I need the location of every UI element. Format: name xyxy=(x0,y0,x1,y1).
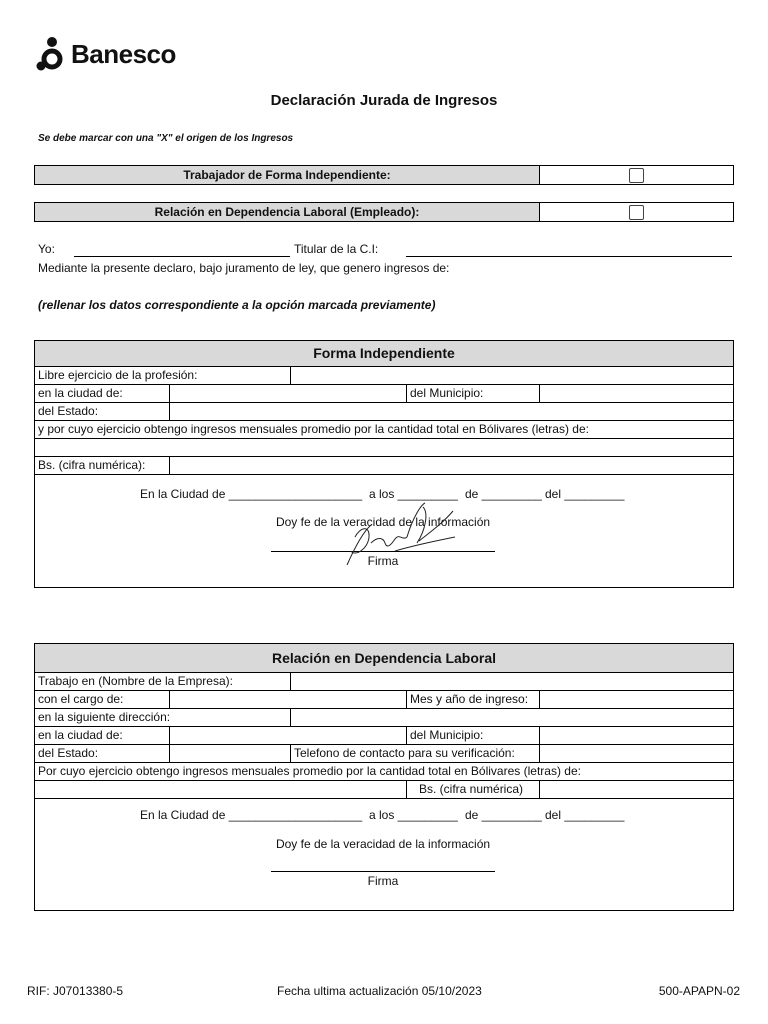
bs-label: Bs. (cifra numérica): xyxy=(38,458,146,472)
section-independiente xyxy=(34,340,734,588)
de-mes: de _________ xyxy=(465,487,542,501)
del-anio: del _________ xyxy=(545,808,625,822)
bs-field[interactable] xyxy=(169,457,733,474)
section-dependencia xyxy=(34,643,734,911)
option-dependencia xyxy=(34,202,734,222)
profesion-field[interactable] xyxy=(290,367,733,384)
ciudad-field[interactable] xyxy=(169,385,406,402)
yo-input-line[interactable] xyxy=(74,256,290,257)
direccion-field[interactable] xyxy=(290,709,733,726)
municipio-label: del Municipio: xyxy=(406,385,539,402)
ingreso-label: Mes y año de ingreso: xyxy=(406,691,539,708)
ingreso-field[interactable] xyxy=(539,691,733,708)
checkbox-dependencia[interactable] xyxy=(629,205,644,220)
dep-ciudad-label: en la ciudad de: xyxy=(38,728,123,742)
telefono-label: Telefono de contacto para su verificación: xyxy=(290,745,539,762)
table-row xyxy=(35,457,733,475)
direccion-label: en la siguiente dirección: xyxy=(38,710,171,724)
dep-ingresos-letras-field[interactable] xyxy=(35,781,406,798)
ingresos-letras-field[interactable] xyxy=(35,439,733,457)
cargo-field[interactable] xyxy=(169,691,406,708)
estado-label: del Estado: xyxy=(38,404,99,418)
banesco-logo xyxy=(36,36,176,72)
table-row xyxy=(35,385,733,403)
signature-area xyxy=(35,475,733,587)
fe-statement: Doy fe de la veracidad de la información xyxy=(275,837,491,851)
dep-municipio-label: del Municipio: xyxy=(406,727,539,744)
footer-rif: RIF: J07013380-5 xyxy=(27,984,124,998)
de-mes: de _________ xyxy=(465,808,542,822)
option-dependencia-label: Relación en Dependencia Laboral (Empleado): xyxy=(35,203,540,221)
dep-municipio-field[interactable] xyxy=(539,727,733,744)
option-independiente xyxy=(34,165,734,185)
a-los: a los _________ xyxy=(369,808,458,822)
ingresos-label: y por cuyo ejercicio obtengo ingresos mensuales promedio por la cantidad total en Bólivares (letras) de: xyxy=(38,422,589,436)
dep-bs-label: Bs. (cifra numérica) xyxy=(406,781,539,798)
fe-statement: Doy fe de la veracidad de la información xyxy=(275,515,491,529)
instruction-note: Se debe marcar con una "X" el origen de los Ingresos xyxy=(38,133,294,144)
ci-label: Titular de la C.I: xyxy=(294,242,379,256)
table-row xyxy=(35,709,733,727)
dep-ciudad-field[interactable] xyxy=(169,727,406,744)
del-anio: del _________ xyxy=(545,487,625,501)
table-row xyxy=(35,727,733,745)
declaration-statement: Mediante la presente declaro, bajo juramento de ley, que genero ingresos de: xyxy=(38,261,450,275)
empresa-field[interactable] xyxy=(290,673,733,690)
dep-ingresos-label: Por cuyo ejercicio obtengo ingresos mensuales promedio por la cantidad total en Bólivares (letras) de: xyxy=(38,764,581,778)
table-row xyxy=(35,745,733,763)
footer-code: 500-APAPN-02 xyxy=(658,984,740,998)
a-los: a los _________ xyxy=(369,487,458,501)
signature-area xyxy=(35,799,733,909)
firma-line[interactable] xyxy=(271,871,495,872)
section-independiente-header: Forma Independiente xyxy=(35,341,733,367)
brand-name: Banesco xyxy=(71,38,176,69)
yo-label: Yo: xyxy=(38,242,55,256)
checkbox-independiente[interactable] xyxy=(629,168,644,183)
fill-note: (rellenar los datos correspondiente a la opción marcada previamente) xyxy=(38,298,436,312)
dep-estado-field[interactable] xyxy=(169,745,290,762)
firma-label: Firma xyxy=(367,554,399,568)
profesion-label: Libre ejercicio de la profesión: xyxy=(38,368,198,382)
footer-fecha: Fecha ultima actualización 05/10/2023 xyxy=(277,984,482,998)
dep-estado-label: del Estado: xyxy=(38,746,99,760)
table-row xyxy=(35,763,733,781)
empresa-label: Trabajo en (Nombre de la Empresa): xyxy=(38,674,233,688)
table-row xyxy=(35,781,733,799)
table-row xyxy=(35,367,733,385)
ciudad-fecha: En la Ciudad de ____________________ xyxy=(140,808,363,822)
ci-input-line[interactable] xyxy=(406,256,732,257)
banesco-logo-icon xyxy=(36,36,68,72)
firma-label: Firma xyxy=(367,874,399,888)
table-row xyxy=(35,421,733,439)
table-row xyxy=(35,673,733,691)
ciudad-label: en la ciudad de: xyxy=(38,386,123,400)
dep-bs-field[interactable] xyxy=(539,781,733,798)
telefono-field[interactable] xyxy=(539,745,733,762)
municipio-field[interactable] xyxy=(539,385,733,402)
table-row xyxy=(35,691,733,709)
cargo-label: con el cargo de: xyxy=(38,692,124,706)
ciudad-fecha: En la Ciudad de ____________________ xyxy=(140,487,363,501)
estado-field[interactable] xyxy=(169,403,733,420)
page-title: Declaración Jurada de Ingresos xyxy=(270,92,498,109)
option-independiente-label: Trabajador de Forma Independiente: xyxy=(35,166,540,184)
section-dependencia-header: Relación en Dependencia Laboral xyxy=(35,644,733,673)
table-row xyxy=(35,403,733,421)
